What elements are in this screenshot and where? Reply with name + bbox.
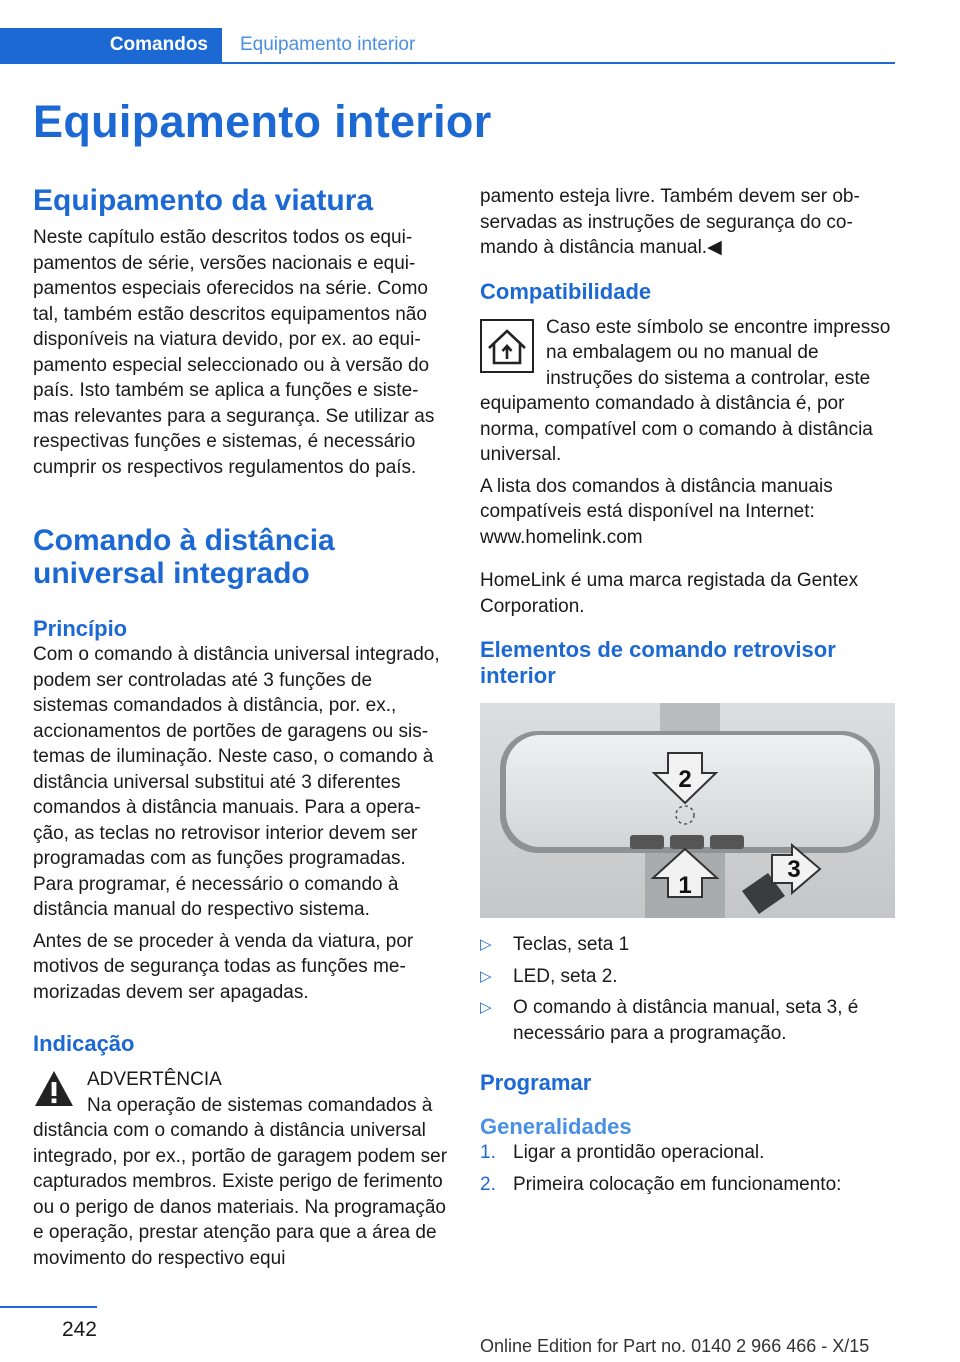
header-bar [0,28,895,64]
subheading-elementos-comando: Elementos de comando retrovisor interior [480,637,836,688]
warning-continued-text: pamento esteja livre. Também devem ser observadas as instruções de segurança do comando à distância manual.◀ [480,186,860,258]
figure-label-1: 1 [678,872,692,899]
tab-equipamento-interior[interactable]: Equipamento interior [240,34,416,55]
figure-label-3: 3 [787,856,801,883]
bullet-triangle-icon: ▷ [480,967,492,985]
homelink-trademark-text: HomeLink é uma marca registada da Gentex Corporation. [480,570,859,617]
subheading-programar: Programar [480,1070,592,1095]
footer-edition-text: Online Edition for Part no. 0140 2 966 466 - X/15 [480,1336,870,1356]
tab-comandos[interactable]: Comandos [0,28,222,62]
subheading-principio: Princípio [33,616,128,641]
principio-paragraph-1: Com o comando à distância universal integrado, podem ser controladas até 3 funções de sistemas comandados à distância, por. ex., accionamentos de portões de garagens ou sistemas de iluminação. Neste caso, o comando à distância universal substitui até 3 diferentes comandos à distância manuais. Para a operação, as teclas no retrovisor interior devem ser programadas com as funções programadas. Para programar, é necessário o comando à distância manual do respectivo sistema. [33,644,440,920]
page-title: Equipamento interior [33,96,492,147]
subheading-compatibilidade: Compatibilidade [480,278,652,304]
page-number: 242 [61,1318,97,1341]
list-item: ▷ Teclas, seta 1 [480,932,895,958]
subheading-generalidades: Generalidades [480,1114,632,1139]
step-item: 2. Primeira colocação em funcionamento: [480,1173,842,1195]
compatibility-block [480,315,895,468]
section-title-comando-distancia: Comando à distância universal integrado [33,524,335,590]
figure-label-2: 2 [678,766,692,793]
principio-paragraph-2: Antes de se proceder à venda da viatura, por motivos de segurança todas as funções memorizadas devem ser apagadas. [33,930,414,1003]
compatibility-list-text: A lista dos comandos à distância manuais compatíveis está disponível na Internet: www.homelink.com [480,475,833,548]
rearview-mirror-figure [480,703,895,918]
step-item: 1. Ligar a prontidão operacional. [480,1142,765,1163]
bullet-triangle-icon: ▷ [480,936,492,953]
left-column [33,184,448,1271]
warning-block [33,1067,448,1271]
homelink-house-icon [480,319,534,373]
list-item: ▷ LED, seta 2. [480,964,895,990]
subheading-indicacao: Indicação [33,1031,135,1056]
right-column [480,184,895,1203]
section-title-equipamento-viatura: Equipamento da viatura [33,184,374,217]
warning-triangle-icon [33,1069,75,1109]
programming-steps [480,1140,895,1197]
footer-rule [0,1306,97,1308]
warning-text: Na operação de sistemas comandados à distância com o comando à distância universal integrado, por ex., portão de garagem podem ser capturados membros. Existe perigo de ferimento ou o perigo de danos materiais. Na programação e operação, prestar atenção para que a área de movimento do respectivo equi [33,1094,448,1269]
elements-bullet-list [480,932,895,1046]
bullet-triangle-icon: ▷ [480,999,492,1016]
list-item: ▷ O comando à distância manual, seta 3, é necessário para a programação. [480,997,859,1044]
warning-label: ADVERTÊNCIA [87,1069,222,1090]
compatibility-text: Caso este símbolo se encontre impresso na embalagem ou no manual de instruções do sistema a controlar, este equipamento comandado à distância é, por norma, compatível com o comando à distância universal. [480,316,891,465]
section-intro-text: Neste capítulo estão descritos todos os equipamentos de série, versões nacionais e equipamentos especiais oferecidos na série. Como tal, também estão descritos equipamentos não disponíveis na viatura devido, por ex. ao equipamento especial seleccionado ou à versão do país. Isto também se aplica a funções e sistemas relevantes para a segurança. Se utilizar as respectivas funções e sistemas, é necessário cumprir os respectivos regulamentos do país. [33,227,435,478]
